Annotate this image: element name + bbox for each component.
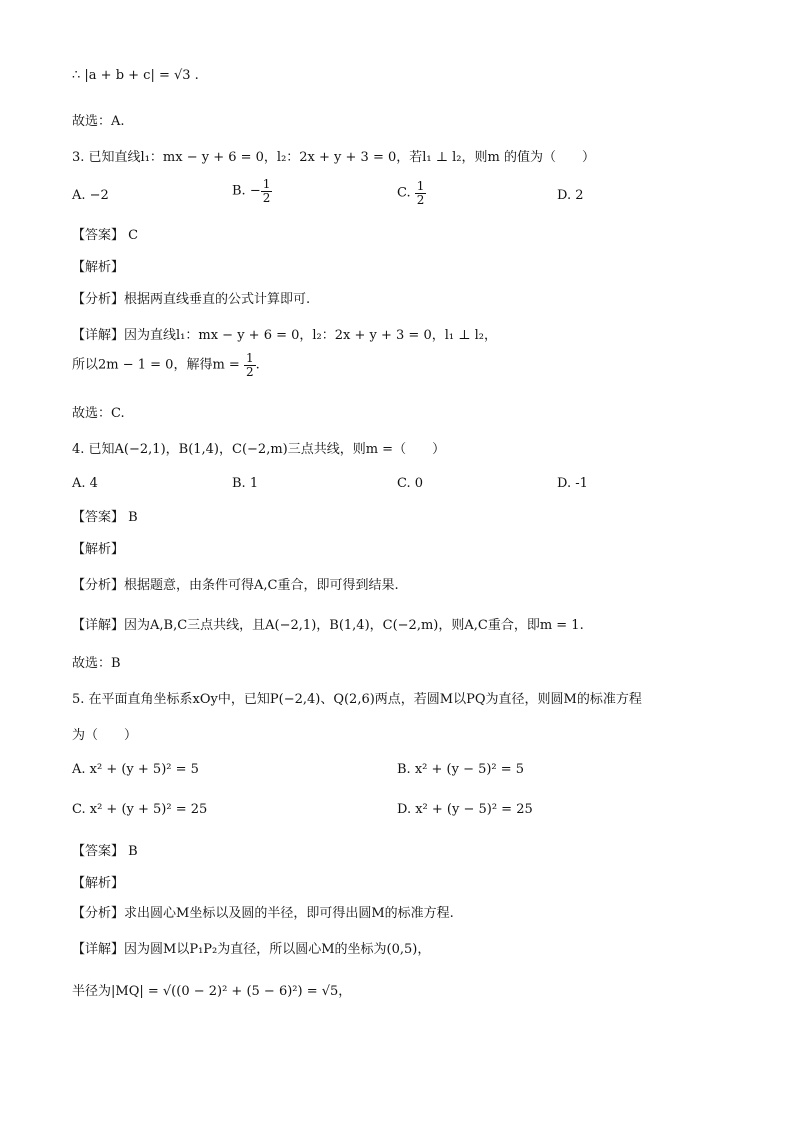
q3-option-c-prefix: C. xyxy=(397,185,411,201)
q3-option-c xyxy=(397,180,426,206)
analysis-text: 根据两直线垂直的公式计算即可. xyxy=(124,292,311,307)
q3-analysis xyxy=(72,288,310,307)
q5-stem-line2: 为（ ） xyxy=(72,728,138,743)
answer-value: B xyxy=(128,844,138,859)
q3-option-b-num: 1 xyxy=(262,177,271,191)
q4-choose: 故选：B xyxy=(72,656,121,671)
q3-detail xyxy=(72,324,497,343)
q4-answer xyxy=(72,506,138,525)
q3-so-fraction xyxy=(244,352,256,378)
q3-option-c-fraction xyxy=(415,180,427,206)
q5-option-a: A. x² + (y + 5)² = 5 xyxy=(72,762,199,777)
answer-tag: 【答案】 xyxy=(72,228,125,243)
detail-tag: 【详解】 xyxy=(72,942,125,957)
q3-stem: 3. 已知直线l₁：mx − y + 6 = 0，l₂：2x + y + 3 = 0，若l₁ ⊥ l₂，则m 的值为（ ） xyxy=(72,150,595,165)
vector-sum-formula: ∴ |a + b + c| = √3 . xyxy=(72,68,199,83)
q3-option-d: D. 2 xyxy=(557,188,584,203)
q5-option-c: C. x² + (y + 5)² = 25 xyxy=(72,802,208,817)
detail-tag: 【详解】 xyxy=(72,328,125,343)
choose-line: 故选：A. xyxy=(72,114,125,129)
q4-detail xyxy=(72,614,584,633)
answer-tag: 【答案】 xyxy=(72,844,125,859)
analysis-tag: 【分析】 xyxy=(72,578,125,593)
q5-detail xyxy=(72,938,430,957)
q3-jiexi: 【解析】 xyxy=(72,260,125,275)
q4-analysis xyxy=(72,574,399,593)
q3-choose: 故选：C. xyxy=(72,406,125,421)
q3-so-prefix: 所以2m − 1 = 0，解得m = xyxy=(72,357,244,373)
q4-option-d: D. -1 xyxy=(557,476,588,491)
q4-option-b: B. 1 xyxy=(232,476,259,491)
q5-option-d: D. x² + (y − 5)² = 25 xyxy=(397,802,533,817)
q3-option-c-den: 2 xyxy=(416,192,425,207)
answer-value: B xyxy=(128,510,138,525)
q4-jiexi: 【解析】 xyxy=(72,542,125,557)
q5-radius: 半径为|MQ| = √((0 − 2)² + (5 − 6)²) = √5， xyxy=(72,984,352,999)
analysis-tag: 【分析】 xyxy=(72,906,125,921)
answer-value: C xyxy=(128,228,139,243)
q5-option-b: B. x² + (y − 5)² = 5 xyxy=(397,762,525,777)
q5-analysis xyxy=(72,902,454,921)
q3-option-b xyxy=(232,178,272,204)
q5-answer xyxy=(72,840,138,859)
q3-option-b-den: 2 xyxy=(262,190,271,205)
analysis-tag: 【分析】 xyxy=(72,292,125,307)
analysis-text: 求出圆心M坐标以及圆的半径，即可得出圆M的标准方程. xyxy=(124,906,454,921)
detail-text: 因为A,B,C三点共线，且A(−2,1)，B(1,4)，C(−2,m)，则A,C重合，即m = 1. xyxy=(124,618,584,633)
q4-option-a: A. 4 xyxy=(72,476,98,491)
detail-text: 因为直线l₁：mx − y + 6 = 0，l₂：2x + y + 3 = 0，l₁ ⊥ l₂， xyxy=(124,328,497,343)
q3-option-b-prefix: B. − xyxy=(232,183,261,199)
analysis-text: 根据题意，由条件可得A,C重合，即可得到结果. xyxy=(124,578,399,593)
q3-so-line xyxy=(72,352,260,378)
q3-so-den: 2 xyxy=(245,364,254,379)
q3-so-suffix: . xyxy=(255,357,260,373)
q4-stem: 4. 已知A(−2,1)，B(1,4)，C(−2,m)三点共线，则m =（ ） xyxy=(72,442,446,457)
answer-tag: 【答案】 xyxy=(72,510,125,525)
q5-stem-line1: 5. 在平面直角坐标系xOy中，已知P(−2,4)、Q(2,6)两点，若圆M以PQ为直径，则圆M的标准方程 xyxy=(72,692,642,707)
q3-so-num: 1 xyxy=(245,351,254,365)
detail-text: 因为圆M以P₁P₂为直径，所以圆心M的坐标为(0,5)， xyxy=(124,942,431,957)
q3-answer xyxy=(72,224,138,243)
q3-option-b-fraction xyxy=(261,178,273,204)
q3-option-a: A. −2 xyxy=(72,188,109,203)
detail-tag: 【详解】 xyxy=(72,618,125,633)
q5-jiexi: 【解析】 xyxy=(72,876,125,891)
q3-option-c-num: 1 xyxy=(416,179,425,193)
q4-option-c: C. 0 xyxy=(397,476,424,491)
